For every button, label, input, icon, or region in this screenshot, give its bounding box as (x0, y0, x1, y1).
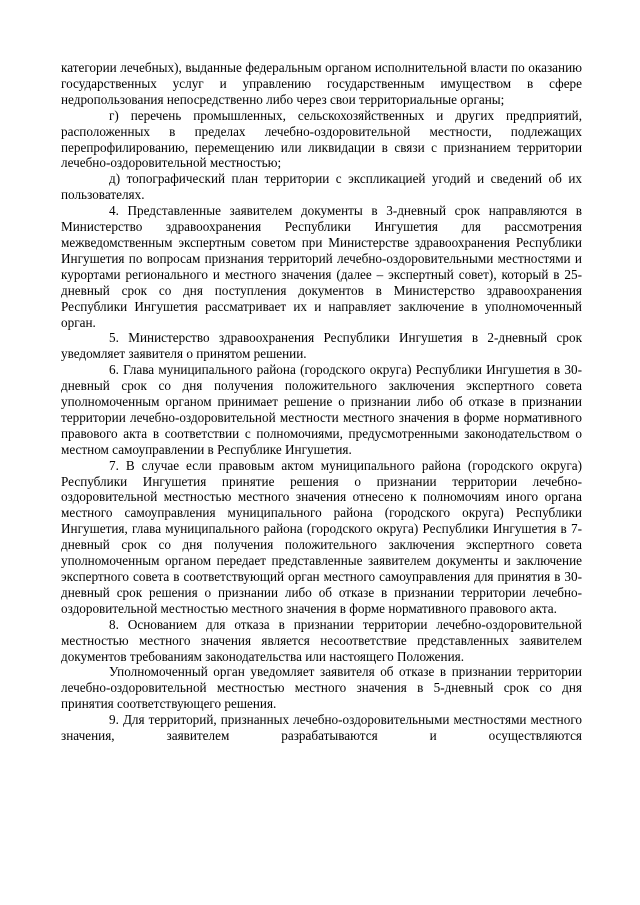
paragraph-p-6: 6. Глава муниципального района (городского округа) Республики Ингушетия в 30-дневный срок со дня получения положительного заключения экспертного совета уполномоченным органом принимает решение о признании либо об отказе в признании территории лечебно-оздоровительной местности местного значения в форме нормативного правового акта в соответствии с полномочиями, предусмотренными законодательством о местном самоуправлении в Республике Ингушетия. (61, 362, 582, 457)
paragraph-p-7: 7. В случае если правовым актом муниципального района (городского округа) Республики Ингушетия принятие решения о признании территории лечебно-оздоровительной местностью местного значения отнесено к полномочиям иного органа местного самоуправления муниципального района (городского округа) Республики Ингушетия, глава муниципального района (городского округа) Республики Ингушетия в 7-дневный срок со дня получения положительного заключения экспертного совета уполномоченным органом передает представленные заявителем документы и заключение экспертного совета в соответствующий орган местного самоуправления для принятия в 30-дневный срок решения о признании либо об отказе в признании территории лечебно-оздоровительной местностью местного значения в форме нормативного правового акта. (61, 457, 582, 616)
paragraph-p-5: 5. Министерство здравоохранения Республики Ингушетия в 2-дневный срок уведомляет заявителя о принятом решении. (61, 330, 582, 362)
paragraph-p-d: д) топографический план территории с экспликацией угодий и сведений об их пользователях. (61, 171, 582, 203)
paragraph-p-cont: категории лечебных), выданные федеральным органом исполнительной власти по оказанию государственных услуг и управлению государственным имуществом в сфере недропользования непосредственно либо через свои территориальные органы; (61, 60, 582, 107)
paragraph-p-8: 8. Основанием для отказа в признании территории лечебно-оздоровительной местностью местного значения является несоответствие представленных заявителем документов требованиям законодательства или настоящего Положения. (61, 616, 582, 664)
paragraph-p-8b: Уполномоченный орган уведомляет заявителя об отказе в признании территории лечебно-оздоровительной местностью местного значения в 5-дневный срок со дня принятия соответствующего решения. (61, 664, 582, 712)
paragraph-p-4: 4. Представленные заявителем документы в 3-дневный срок направляются в Министерство здравоохранения Республики Ингушетия для рассмотрения межведомственным экспертным советом при Министерстве здравоохранения Республики Ингушетия по вопросам признания территорий лечебно-оздоровительными местностями и курортами регионального и местного значения (далее – экспертный совет), который в 25-дневный срок со дня поступления документов в Министерство здравоохранения Республики Ингушетия рассматривает их и направляет заключение в уполномоченный орган. (61, 203, 582, 330)
paragraph-p-9: 9. Для территорий, признанных лечебно-оздоровительными местностями местного значения, заявителем разрабатываются и осуществляются (61, 712, 582, 744)
paragraph-p-g: г) перечень промышленных, сельскохозяйственных и других предприятий, расположенных в пределах лечебно-оздоровительной местности, подлежащих перепрофилированию, перемещению или ликвидации в связи с признанием территории лечебно-оздоровительной местностью; (61, 107, 582, 171)
